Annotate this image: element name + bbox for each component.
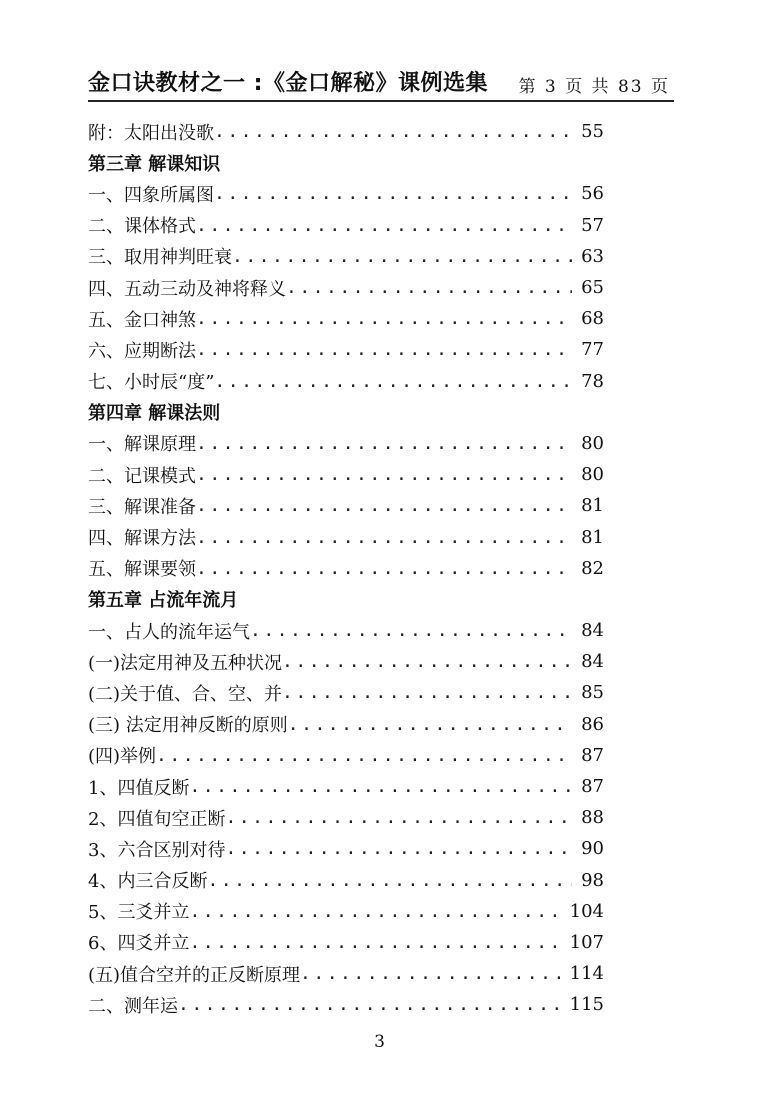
toc-entry[interactable] [88, 927, 604, 958]
dot-leader [232, 246, 572, 267]
toc-page-number: 90 [581, 838, 604, 860]
toc-entry[interactable] [88, 677, 604, 708]
toc-entry-label: 一、占人的流年运气 [88, 621, 250, 643]
toc-entry[interactable] [88, 116, 604, 147]
toc-page-number: 86 [581, 713, 604, 735]
toc-entry-label: 五、金口神煞 [88, 309, 196, 331]
toc-entry-label: 五、解课要领 [88, 559, 196, 581]
toc-entry-label: (三) 法定用神反断的原则 [88, 715, 288, 737]
toc-entry[interactable] [88, 958, 604, 989]
header-page-info: 第 3 页 共 83 页 [518, 77, 670, 97]
toc-entry-label: 四、五动三动及神将释义 [88, 278, 286, 300]
toc-chapter-heading[interactable] [88, 397, 604, 428]
header-title: 金口诀教材之一 :《金口解秘》课例选集 [88, 71, 488, 96]
toc-entry-label: 6、四爻并立 [88, 933, 190, 955]
toc-page-number: 81 [581, 495, 604, 517]
toc-entry-label: 1、四值反断 [88, 777, 190, 799]
toc-page-number: 107 [569, 931, 604, 953]
toc-entry[interactable] [88, 178, 604, 209]
toc-entry[interactable] [88, 896, 604, 927]
toc-page-number: 87 [581, 744, 604, 766]
toc-page-number: 114 [569, 963, 604, 985]
dot-leader [214, 371, 572, 392]
dot-leader [196, 433, 572, 454]
toc-page-number: 81 [581, 526, 604, 548]
toc-entry[interactable] [88, 615, 604, 646]
toc-entry-label: 3、六合区别对待 [88, 839, 226, 861]
toc-page-number: 68 [581, 308, 604, 330]
dot-leader [178, 994, 562, 1015]
toc-page-number: 88 [581, 807, 604, 829]
dot-leader [225, 807, 572, 828]
toc-page-number: 87 [581, 776, 604, 798]
toc-page-number: 84 [581, 620, 604, 642]
toc-chapter-heading[interactable] [88, 147, 604, 178]
dot-leader [196, 339, 572, 360]
toc-entry-label: 三、解课准备 [88, 496, 196, 518]
toc-entry-label: 六、应期断法 [88, 340, 196, 362]
toc-entry-label: 二、课体格式 [88, 216, 196, 238]
dot-leader [196, 558, 572, 579]
toc-page-number: 98 [581, 869, 604, 891]
toc-page-number: 78 [581, 370, 604, 392]
dot-leader [282, 682, 572, 703]
toc-page-number: 63 [581, 245, 604, 267]
toc-page-number: 65 [581, 277, 604, 299]
toc-entry[interactable] [88, 989, 604, 1020]
toc-page-number: 80 [581, 464, 604, 486]
toc-page-number: 104 [569, 900, 604, 922]
toc-entry-label: 一、四象所属图 [88, 184, 214, 206]
toc-entry-label: (二)关于值、合、空、并 [88, 683, 283, 705]
dot-leader [196, 215, 572, 236]
dot-leader [207, 870, 572, 891]
toc-page-number: 55 [581, 121, 604, 143]
dot-leader [189, 932, 561, 953]
toc-entry-label: 4、内三合反断 [88, 871, 208, 893]
toc-entry-label: 二、测年运 [88, 995, 178, 1017]
toc-entry-label: (五)值合空并的正反断原理 [88, 964, 301, 986]
toc-page-number: 82 [581, 557, 604, 579]
toc-entry-label: 附：太阳出没歌 [88, 122, 214, 144]
toc-entry-label: 2、四值旬空正断 [88, 808, 226, 830]
dot-leader [300, 963, 562, 984]
toc-page-number: 56 [581, 183, 604, 205]
toc-entry-label: 四、解课方法 [88, 528, 196, 550]
toc-entry[interactable] [88, 865, 604, 896]
dot-leader [225, 838, 572, 859]
toc-entry[interactable] [88, 833, 604, 864]
toc-entry-label: 三、取用神判旺衰 [88, 247, 232, 269]
toc-entry[interactable] [88, 802, 604, 833]
toc-entry[interactable] [88, 709, 604, 740]
dot-leader [189, 901, 561, 922]
dot-leader [250, 620, 572, 641]
dot-leader [286, 277, 572, 298]
toc-entry-label: (一)法定用神及五种状况 [88, 652, 283, 674]
toc-entry-label: (四)举例 [88, 746, 157, 768]
dot-leader [214, 183, 572, 204]
toc-chapter-heading[interactable] [88, 584, 604, 615]
toc-entry[interactable] [88, 366, 604, 397]
dot-leader [156, 745, 572, 766]
page-number: 3 [374, 1032, 385, 1052]
table-of-contents [88, 116, 604, 1020]
toc-entry[interactable] [88, 428, 604, 459]
toc-entry-label: 5、三爻并立 [88, 902, 190, 924]
toc-entry[interactable] [88, 241, 604, 272]
dot-leader [214, 121, 572, 142]
dot-leader [196, 527, 572, 548]
chapter-title: 第三章 解课知识 [88, 153, 221, 175]
toc-entry-label: 一、解课原理 [88, 434, 196, 456]
toc-entry[interactable] [88, 553, 604, 584]
toc-entry[interactable] [88, 771, 604, 802]
toc-entry-label: 七、小时辰“度” [88, 372, 215, 394]
chapter-title: 第四章 解课法则 [88, 403, 221, 425]
toc-page-number: 84 [581, 651, 604, 673]
toc-entry[interactable] [88, 334, 604, 365]
toc-page-number: 85 [581, 682, 604, 704]
dot-leader [196, 464, 572, 485]
toc-entry-label: 二、记课模式 [88, 465, 196, 487]
dot-leader [196, 308, 572, 329]
toc-entry[interactable] [88, 272, 604, 303]
toc-entry[interactable] [88, 210, 604, 241]
chapter-title: 第五章 占流年流月 [88, 590, 239, 612]
toc-page-number: 80 [581, 432, 604, 454]
toc-entry[interactable] [88, 646, 604, 677]
toc-entry[interactable] [88, 490, 604, 521]
toc-page-number: 115 [569, 994, 604, 1016]
dot-leader [282, 651, 572, 672]
toc-page-number: 77 [581, 339, 604, 361]
dot-leader [189, 776, 572, 797]
dot-leader [196, 495, 572, 516]
toc-entry[interactable] [88, 740, 604, 771]
toc-entry[interactable] [88, 521, 604, 552]
toc-entry[interactable] [88, 459, 604, 490]
toc-entry[interactable] [88, 303, 604, 334]
dot-leader [288, 714, 572, 735]
toc-page-number: 57 [581, 214, 604, 236]
page-header [88, 62, 674, 102]
